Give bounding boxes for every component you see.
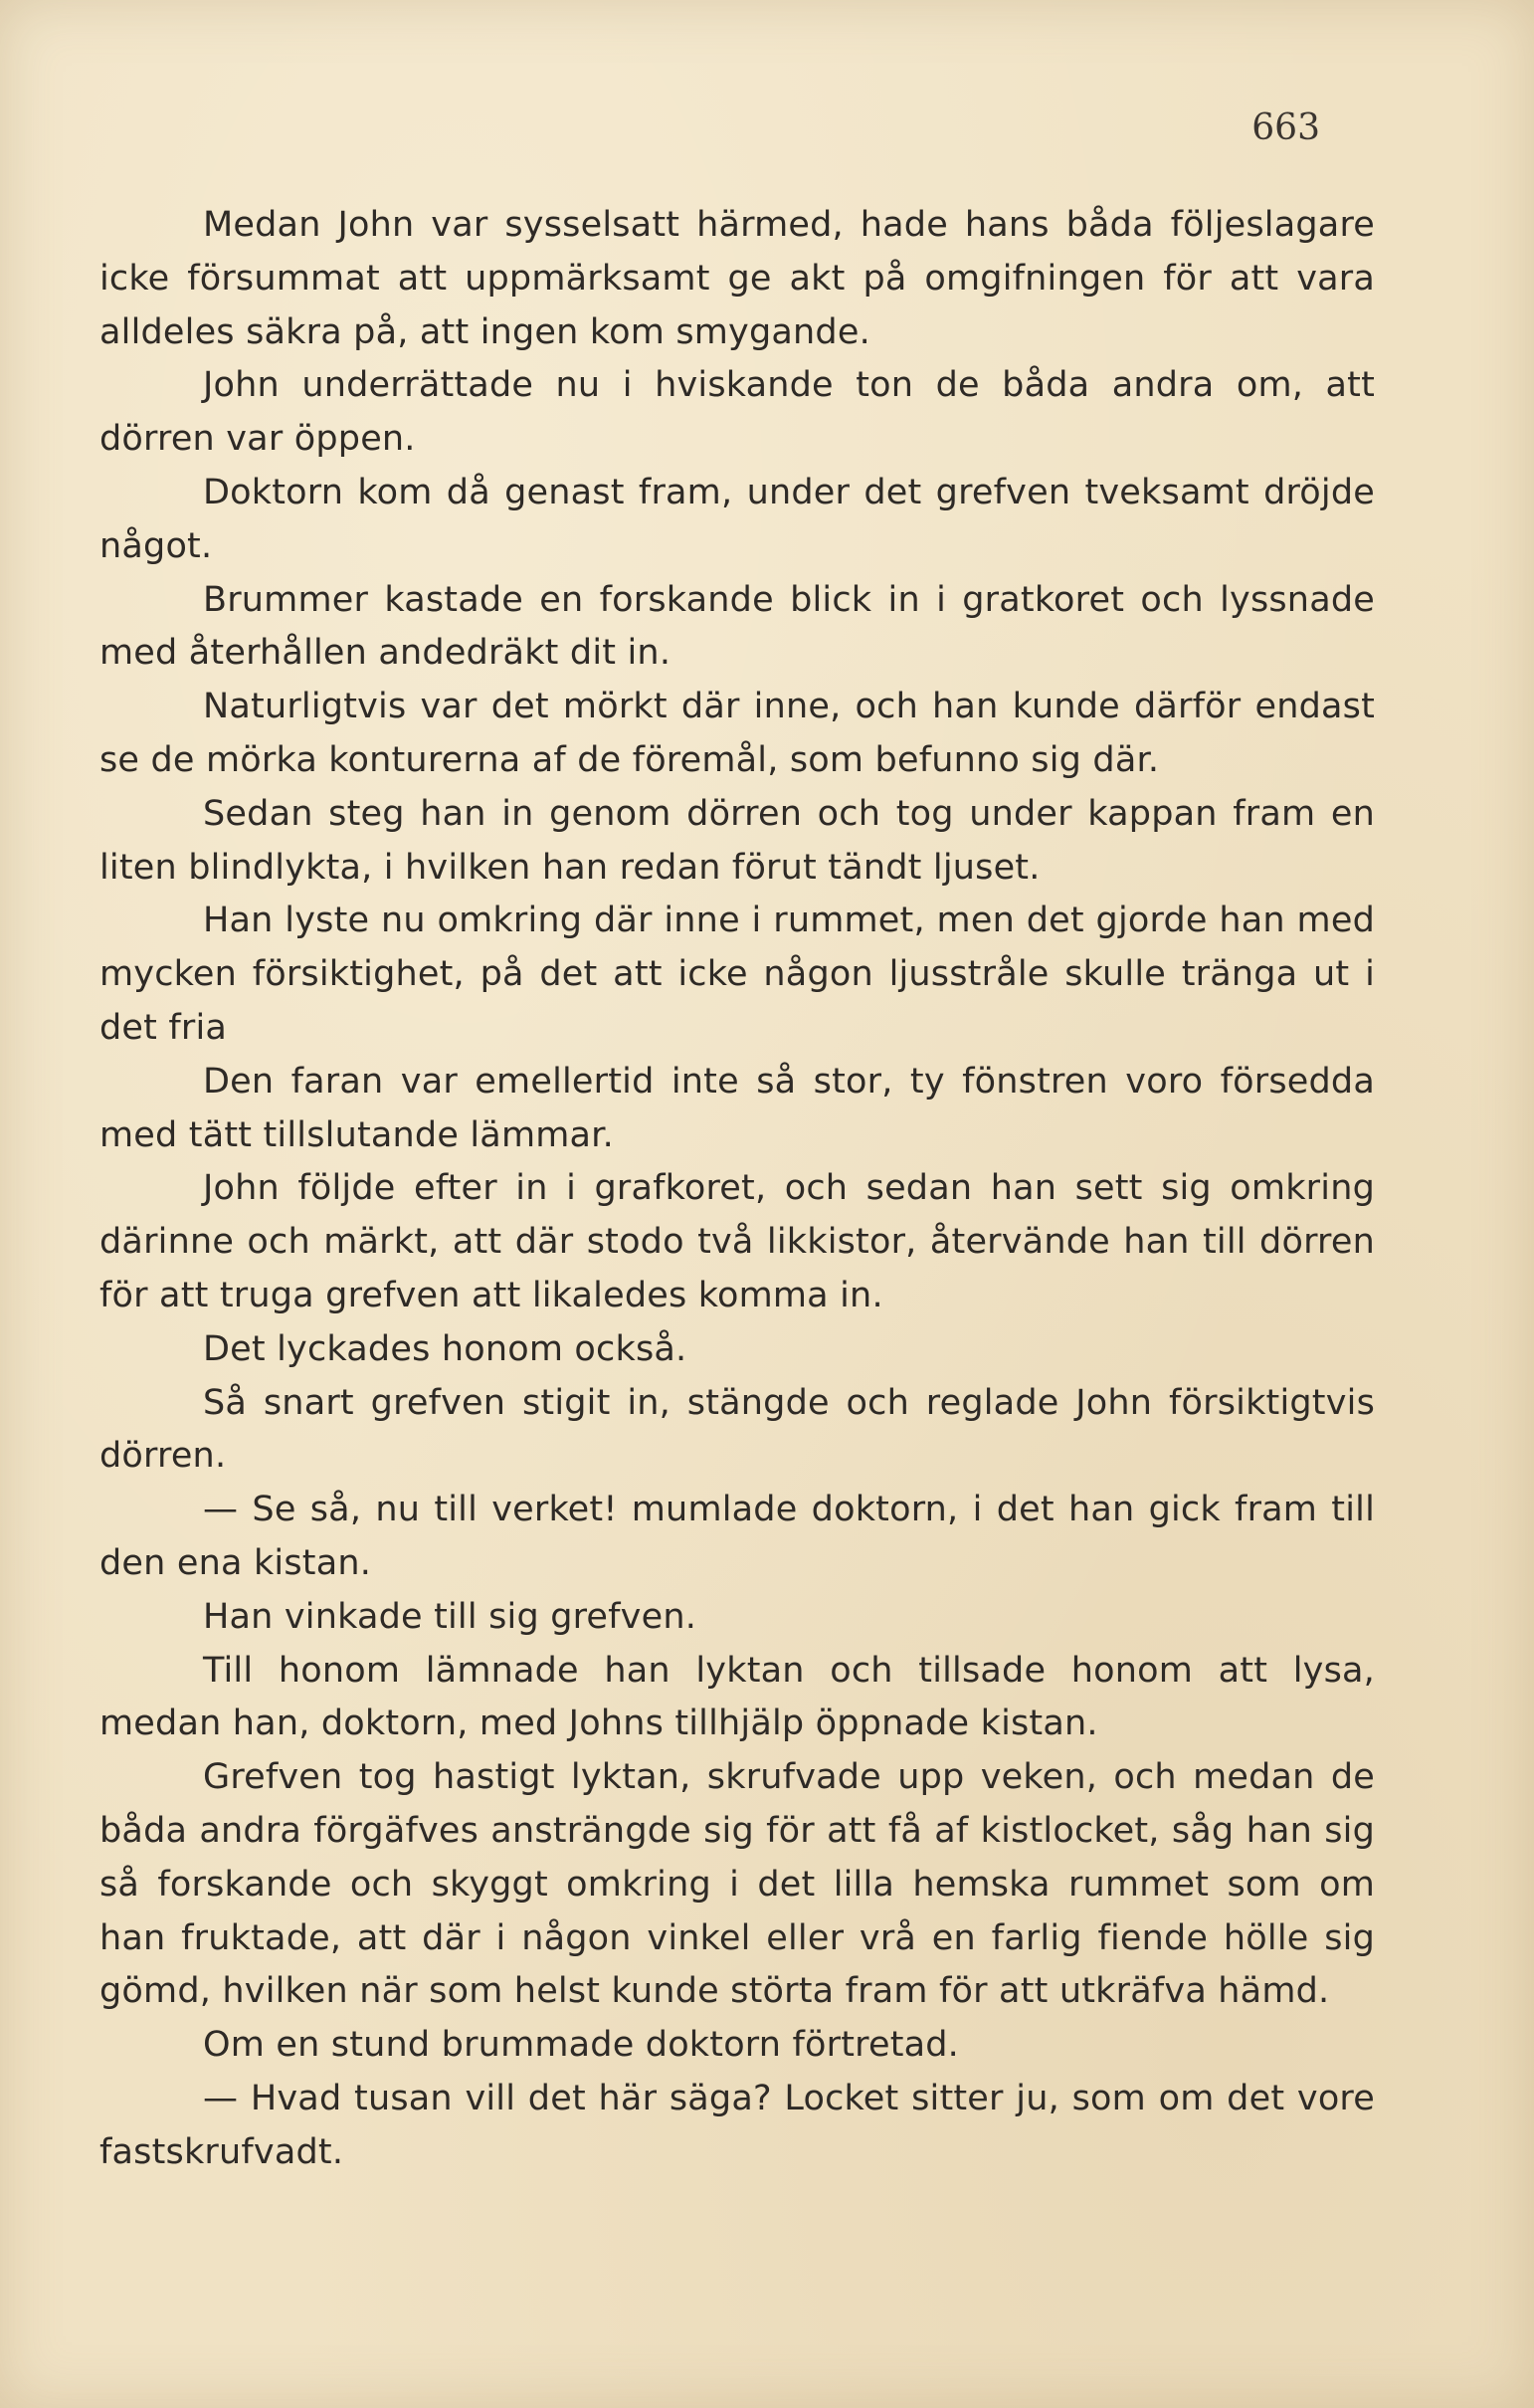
paragraph: Så snart grefven stigit in, stängde och reglade John försiktigtvis dörren. (99, 1382, 1375, 1477)
paragraph: Medan John var sysselsatt härmed, hade hans båda följeslagare icke försummat att uppmärksamt ge akt på omgifningen för att vara alldeles säkra på, att ingen kom smygande. (99, 205, 1375, 352)
paragraph: Han lyste nu omkring där inne i rummet, men det gjorde han med mycken försiktighet, på det att icke någon ljusstråle skulle tränga ut i det fria (99, 901, 1375, 1048)
paragraph: Det lyckades honom också. (203, 1328, 687, 1369)
paragraph: Den faran var emellertid inte så stor, ty fönstren voro försedda med tätt tillslutande lämmar. (99, 1061, 1375, 1155)
paragraph: Brummer kastade en forskande blick in i gratkoret och lyssnade med återhållen andedräkt dit in. (99, 579, 1375, 674)
paragraph: — Se så, nu till verket! mumlade doktorn, i det han gick fram till den ena kistan. (99, 1490, 1375, 1583)
paragraph: Sedan steg han in genom dörren och tog under kappan fram en liten blindlykta, i hvilken han redan förut tändt ljuset. (99, 793, 1375, 888)
paragraph: Han vinkade till sig grefven. (203, 1596, 697, 1637)
paragraph: Doktorn kom då genast fram, under det grefven tveksamt dröjde något. (99, 472, 1375, 566)
body-text (99, 199, 1375, 2179)
paragraph: Till honom lämnade han lyktan och tillsade honom att lysa, medan han, doktorn, med Johns tillhjälp öppnade kistan. (99, 1650, 1375, 1744)
paragraph: Om en stund brummade doktorn förtretad. (203, 2025, 960, 2066)
paragraph: John följde efter in i grafkoret, och sedan han sett sig omkring därinne och märkt, att där stodo två likkistor, återvände han till dörren för att truga grefven att likaledes komma in. (99, 1168, 1375, 1315)
paragraph: Grefven tog hastigt lyktan, skrufvade upp veken, och medan de båda andra förgäfves ansträngde sig för att få af kistlocket, såg han sig så forskande och skyggt omkring i det lilla hemska rummet som om han fruktade, att där i någon vinkel eller vrå en farlig fiende hölle sig gömd, hvilken när som helst kunde störta fram för att utkräfva hämd. (99, 1757, 1375, 2012)
paragraph: John underrättade nu i hviskande ton de båda andra om, att dörren var öppen. (99, 365, 1375, 460)
page-number: 663 (1251, 107, 1320, 148)
paragraph: Naturligtvis var det mörkt där inne, och han kunde därför endast se de mörka konturerna af de föremål, som befunno sig där. (99, 687, 1375, 780)
paragraph: — Hvad tusan vill det här säga? Locket sitter ju, som om det vore fastskrufvadt. (99, 2078, 1375, 2172)
